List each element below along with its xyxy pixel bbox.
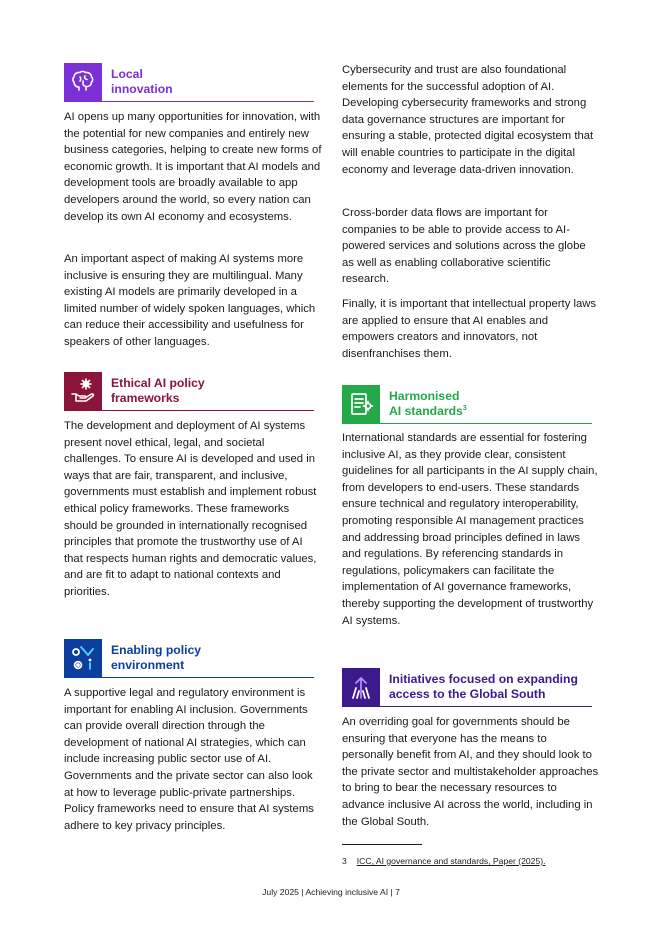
upward-arrows-icon xyxy=(342,668,380,706)
footnote-marker[interactable]: 3 xyxy=(462,404,467,412)
section-title-line2 xyxy=(389,404,467,419)
footnote-number: 3 xyxy=(342,856,347,866)
section-title-line2: access to the Global South xyxy=(389,686,546,701)
paragraph: AI opens up many opportunities for innovation, with the potential for new companies and entirely new business categories, helping to create new forms of economic growth. It is important that AI models and development tools are broadly available to app developers around the world, so every nation can develop its own AI economy and ecosystems. xyxy=(64,111,322,223)
section-title-line2: frameworks xyxy=(111,390,180,405)
paragraph: International standards are essential for fostering inclusive AI, as they provide clear, consistent guidelines for all participants in the AI supply chain, from developers to end-users. These standards ensure technical and regulatory interoperability, promoting responsible AI management practices and addressing broad principles defined in laws and regulations. By referencing standards in regulations, policymakers can facilitate the implementation of AI governance frameworks, thereby supporting the development of trustworthy AI systems. xyxy=(342,432,598,627)
paragraph: An important aspect of making AI systems more inclusive is ensuring they are multilingual. Many existing AI models are primarily developed in a limited number of widely spoken languages, which can reduce their accessibility and usefulness for speakers of other languages. xyxy=(64,253,316,348)
hand-gear-icon xyxy=(64,372,102,410)
section-header-local-innovation xyxy=(64,62,314,102)
section-title-line1: Ethical AI policy xyxy=(111,375,205,390)
paragraph: An overriding goal for governments should be ensuring that everyone has the means to personally benefit from AI, and they should look to the private sector and multistakeholder approaches to bring to bear the necessary resources to advance inclusive AI across the world, including in the Global South. xyxy=(342,716,599,828)
section-title-line2: environment xyxy=(111,657,185,672)
page-footer: July 2025 | Achieving inclusive AI | 7 xyxy=(262,887,400,897)
paragraph: Cybersecurity and trust are also foundational elements for the successful adoption of AI. Developing cybersecurity frameworks and strong data governance structures are important for ensuring a stable, protected digital ecosystem that will enable countries to participate in the digital economy and leverage data-driven innovation. xyxy=(342,64,594,176)
footnote-link[interactable]: ICC, AI governance and standards, Paper (2025). xyxy=(356,856,546,866)
section-header-global-south xyxy=(342,667,592,707)
section-header-harmonised-standards xyxy=(342,384,592,424)
section-header-enabling-policy xyxy=(64,638,314,678)
footnote-divider xyxy=(342,844,422,845)
footnote xyxy=(342,856,545,866)
paragraph: Cross-border data flows are important for companies to be able to provide access to AI-powered services and solutions across the globe as well as enabling collaborative scientific research. xyxy=(342,207,586,286)
section-title-line2: innovation xyxy=(111,81,173,96)
section-title-line1: Local xyxy=(111,66,143,81)
section-title-line1: Initiatives focused on expanding xyxy=(389,671,578,686)
brain-icon xyxy=(64,63,102,101)
section-title-text: AI standards xyxy=(389,403,463,418)
paragraph: The development and deployment of AI systems present novel ethical, legal, and societal challenges. To ensure AI is developed and used in ways that are fair, transparent, and inclusive, governments must establish and implement robust ethical policy frameworks. These frameworks should be grounded in internationally recognised principles that promote the trustworthy use of AI that respects human rights and democratic values, and are fit to adapt to national contexts and priorities. xyxy=(64,420,317,598)
section-title-line1: Enabling policy xyxy=(111,642,202,657)
network-nodes-icon xyxy=(64,639,102,677)
document-gear-icon xyxy=(342,385,380,423)
section-header-ethical-ai xyxy=(64,371,314,411)
section-title-line1: Harmonised xyxy=(389,388,460,403)
paragraph: Finally, it is important that intellectual property laws are applied to ensure that AI enables and empowers creators and innovators, not disenfranchises them. xyxy=(342,298,597,360)
paragraph: A supportive legal and regulatory environment is important for enabling AI inclusion. Governments can provide overall direction through the development of national AI strategies, which can include increasing public sector use of AI. Governments and the private sector can also look at how to leverage public-private partnerships. Policy frameworks need to ensure that AI systems adhere to key privacy principles. xyxy=(64,687,314,832)
